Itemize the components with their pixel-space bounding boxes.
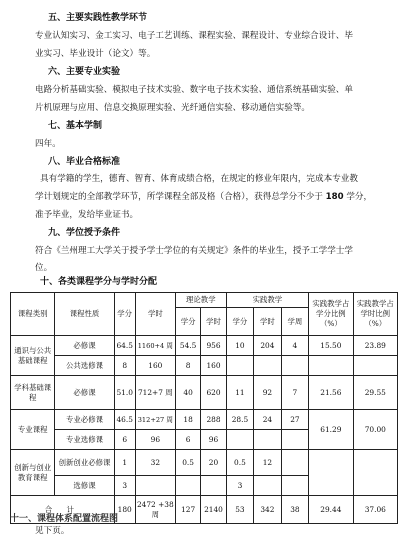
row-hour-ratio: 23.89 [353,336,397,356]
row-practice-hours: 92 [254,376,281,410]
row-credits: 6 [114,430,135,450]
hdr-practice-hours: 学时 [254,308,281,336]
total-theory-hours: 2140 [201,496,226,524]
row-category: 学科基础课程 [11,376,55,410]
row-credit-ratio: 15.50 [309,336,353,356]
hdr-practice-hour-ratio: 实践教学占学时比例（%） [353,293,397,336]
row-credits: 3 [114,476,135,496]
row-theory-hours: 96 [201,430,226,450]
section-5-line-2: 业实习、毕业设计（论文）等。 [35,49,156,59]
row-nature: 创新创业必修课 [55,450,114,476]
section-8-line-2-text: 学计划规定的全部教学环节，所学课程全部及格（合格），获得总学分不少于 [35,192,323,202]
hdr-theory-credits: 学分 [175,308,200,336]
row-theory-hours: 956 [201,336,226,356]
row-practice-credits [226,430,253,450]
row-practice-weeks: 7 [281,376,308,410]
row-credit-ratio: 21.56 [309,376,353,410]
row-nature: 专业选修课 [55,430,114,450]
table-row [11,356,398,376]
row-theory-credits: 8 [175,356,200,376]
row-practice-hours [254,476,281,496]
section-8-line-1: 具有学籍的学生，德育、智育、体育成绩合格，在规定的修业年限内，完成本专业教 [40,174,358,184]
row-practice-hours: 24 [254,410,281,430]
row-hours: 712+7 周 [135,376,175,410]
row-practice-credits: 28.5 [226,410,253,430]
row-credits: 46.5 [114,410,135,430]
total-hour-ratio: 37.06 [353,496,397,524]
section-8-line-3: 准予毕业，发给毕业证书。 [35,210,139,220]
row-hour-ratio: 70.00 [353,410,397,450]
row-credits: 1 [114,450,135,476]
row-practice-credits [226,356,253,376]
row-nature: 选修课 [55,476,114,496]
section-8-line-2-unit: 学分， [346,192,373,202]
total-credits: 180 [114,496,135,524]
row-credit-ratio: 61.29 [309,410,353,450]
row-theory-credits: 40 [175,376,200,410]
row-theory-hours [201,476,226,496]
row-practice-weeks: 27 [281,410,308,430]
total-credit-ratio: 29.44 [309,496,353,524]
row-theory-credits: 18 [175,410,200,430]
row-hours [135,476,175,496]
row-theory-credits: 54.5 [175,336,200,356]
section-11-line-1: 见下页。 [35,526,70,536]
row-hour-ratio [353,356,397,376]
row-practice-weeks: 4 [281,336,308,356]
row-theory-credits: 6 [175,430,200,450]
row-practice-hours [254,430,281,450]
section-10-heading: 十、各类课程学分与学时分配 [40,277,158,287]
table-row [11,336,398,356]
row-theory-hours: 288 [201,410,226,430]
row-nature: 必修课 [55,336,114,356]
row-practice-credits: 0.5 [226,450,253,476]
row-hours: 1160+4 周 [135,336,175,356]
hdr-nature: 课程性质 [55,293,114,336]
total-practice-credits: 53 [226,496,253,524]
total-hours: 2472 +38 周 [135,496,175,524]
section-5-line-1: 专业认知实习、金工实习、电子工艺训练、课程实验、课程设计、专业综合设计、毕 [35,31,353,41]
row-theory-hours: 160 [201,356,226,376]
row-theory-hours: 620 [201,376,226,410]
total-practice-hours: 342 [254,496,281,524]
row-hours: 96 [135,430,175,450]
row-theory-credits: 0.5 [175,450,200,476]
hdr-hours: 学时 [135,293,175,336]
hdr-theory-hours: 学时 [201,308,226,336]
row-credit-ratio [309,450,353,496]
table-row [11,450,398,476]
row-credit-ratio [309,356,353,376]
row-practice-hours: 204 [254,336,281,356]
row-hours: 32 [135,450,175,476]
section-7-line-1: 四年。 [35,139,61,149]
hdr-practice-weeks: 学周 [281,308,308,336]
row-practice-credits: 10 [226,336,253,356]
row-credits: 51.0 [114,376,135,410]
table-row [11,376,398,410]
row-hour-ratio: 29.55 [353,376,397,410]
section-5-heading: 五、主要实践性教学环节 [48,13,148,23]
row-hours: 160 [135,356,175,376]
credit-hour-table [10,292,398,524]
row-practice-weeks [281,356,308,376]
hdr-theory: 理论教学 [175,293,226,308]
section-8-line-2 [35,188,372,206]
row-theory-credits [175,476,200,496]
row-nature: 公共选修课 [55,356,114,376]
section-9-line-2: 位。 [35,263,53,273]
row-nature: 必修课 [55,376,114,410]
row-practice-hours [254,356,281,376]
min-credits-value: 180 [325,192,344,202]
hdr-practice-credit-ratio: 实践教学占学分比例（%） [309,293,353,336]
row-category: 创新与创业教育课程 [11,450,55,496]
hdr-practice-credits: 学分 [226,308,253,336]
row-credits: 64.5 [114,336,135,356]
hdr-practice: 实践教学 [226,293,308,308]
row-practice-credits: 3 [226,476,253,496]
row-theory-hours: 20 [201,450,226,476]
hdr-credits: 学分 [114,293,135,336]
row-practice-weeks [281,430,308,450]
section-11-heading: 十一、课程体系配置流程图 [10,514,119,524]
section-6-line-1: 电路分析基础实验、模拟电子技术实验、数字电子技术实验、通信系统基础实验、单 [35,85,353,95]
row-nature: 专业必修课 [55,410,114,430]
section-7-heading: 七、基本学制 [48,121,103,131]
section-6-heading: 六、主要专业实验 [48,67,121,77]
row-practice-hours: 12 [254,450,281,476]
row-hour-ratio [353,450,397,496]
row-practice-credits: 11 [226,376,253,410]
total-theory-credits: 127 [175,496,200,524]
table-row [11,410,398,430]
hdr-category: 课程类别 [11,293,55,336]
total-label: 合 计 [11,496,115,524]
row-credits: 8 [114,356,135,376]
section-8-heading: 八、毕业合格标准 [48,157,121,167]
row-practice-weeks [281,476,308,496]
row-hours: 312+27 周 [135,410,175,430]
total-practice-weeks: 38 [281,496,308,524]
row-practice-weeks [281,450,308,476]
section-9-heading: 九、学位授予条件 [48,228,121,238]
row-category: 通识与公共基础课程 [11,336,55,376]
section-9-line-1: 符合《兰州理工大学关于授予学士学位的有关规定》条件的毕业生，授予工学学士学 [35,246,353,256]
row-category: 专业课程 [11,410,55,450]
section-6-line-2: 片机原理与应用、信息交换原理实验、光纤通信实验、移动通信实验等。 [35,103,311,113]
